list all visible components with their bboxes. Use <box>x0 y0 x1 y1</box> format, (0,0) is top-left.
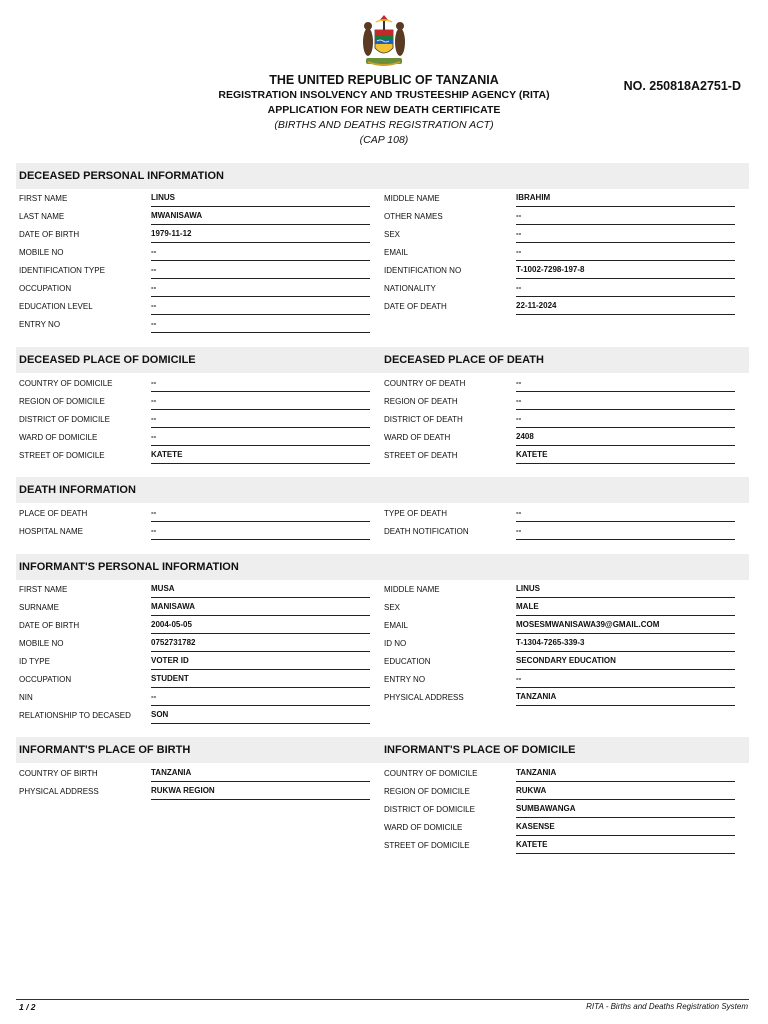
field-row <box>384 525 736 543</box>
section-band-death-info <box>16 477 749 503</box>
field-row <box>384 300 736 318</box>
field-value: T-1002-7298-197-8 <box>516 265 735 279</box>
field-row <box>384 264 736 282</box>
field-label: ENTRY NO <box>384 675 426 684</box>
field-row <box>384 691 736 709</box>
field-value: TANZANIA <box>151 768 370 782</box>
field-row <box>384 449 736 467</box>
country-title: THE UNITED REPUBLIC OF TANZANIA <box>269 73 499 87</box>
field-value: STUDENT <box>151 674 370 688</box>
field-row <box>19 318 371 336</box>
field-row <box>384 767 736 785</box>
field-row <box>384 431 736 449</box>
section-band-informant-places <box>16 737 749 763</box>
field-label: NATIONALITY <box>384 284 436 293</box>
field-label: EMAIL <box>384 248 409 257</box>
page-number: 1 / 2 <box>19 1002 36 1012</box>
field-label: WARD OF DOMICILE <box>384 823 463 832</box>
field-label: DISTRICT OF DEATH <box>384 415 463 424</box>
section-title-informant-domicile: INFORMANT'S PLACE OF DOMICILE <box>384 744 576 756</box>
field-value: -- <box>516 414 735 428</box>
field-value: KATETE <box>516 450 735 464</box>
field-label: ENTRY NO <box>19 320 61 329</box>
field-value: 1979-11-12 <box>151 229 370 243</box>
field-label: EDUCATION <box>384 657 431 666</box>
field-value: -- <box>151 508 370 522</box>
field-row <box>19 246 371 264</box>
field-row <box>384 821 736 839</box>
field-value: 22-11-2024 <box>516 301 735 315</box>
field-value: -- <box>151 526 370 540</box>
field-value: -- <box>516 211 735 225</box>
field-label: IDENTIFICATION TYPE <box>19 266 105 275</box>
field-row <box>19 673 371 691</box>
section-title-informant-birth: INFORMANT'S PLACE OF BIRTH <box>19 744 191 756</box>
field-label: EDUCATION LEVEL <box>19 302 93 311</box>
field-row <box>19 619 371 637</box>
field-value: KASENSE <box>516 822 735 836</box>
field-label: REGION OF DEATH <box>384 397 458 406</box>
field-value: SECONDARY EDUCATION <box>516 656 735 670</box>
field-row <box>384 377 736 395</box>
field-value: TANZANIA <box>516 692 735 706</box>
field-label: DATE OF DEATH <box>384 302 447 311</box>
field-value: T-1304-7265-339-3 <box>516 638 735 652</box>
field-value: -- <box>516 247 735 261</box>
field-row <box>19 377 371 395</box>
field-value: SUMBAWANGA <box>516 804 735 818</box>
field-value: -- <box>516 674 735 688</box>
field-row <box>384 228 736 246</box>
field-row <box>19 637 371 655</box>
field-value: LINUS <box>151 193 370 207</box>
field-value: -- <box>516 229 735 243</box>
field-label: PHYSICAL ADDRESS <box>19 787 99 796</box>
section-title-deceased: DECEASED PERSONAL INFORMATION <box>19 170 224 182</box>
field-value: -- <box>516 396 735 410</box>
agency-title: REGISTRATION INSOLVENCY AND TRUSTEESHIP AGENCY (RITA) <box>218 89 550 101</box>
field-label: MOBILE NO <box>19 639 64 648</box>
field-value: MALE <box>516 602 735 616</box>
field-label: OCCUPATION <box>19 675 72 684</box>
field-row <box>384 673 736 691</box>
field-label: MOBILE NO <box>19 248 64 257</box>
field-label: SEX <box>384 603 401 612</box>
field-label: WARD OF DEATH <box>384 433 451 442</box>
field-value: KATETE <box>151 450 370 464</box>
field-label: DATE OF BIRTH <box>19 621 80 630</box>
section-title-informant: INFORMANT'S PERSONAL INFORMATION <box>19 561 239 573</box>
field-row <box>19 507 371 525</box>
field-row <box>19 525 371 543</box>
field-row <box>19 413 371 431</box>
field-value: -- <box>151 432 370 446</box>
field-label: RELATIONSHIP TO DECASED <box>19 711 131 720</box>
field-label: EMAIL <box>384 621 409 630</box>
field-label: ID NO <box>384 639 407 648</box>
field-row <box>19 395 371 413</box>
field-label: IDENTIFICATION NO <box>384 266 462 275</box>
field-row <box>19 282 371 300</box>
act-subtitle: (BIRTHS AND DEATHS REGISTRATION ACT) <box>274 119 494 131</box>
field-row <box>19 785 371 803</box>
field-value: -- <box>151 378 370 392</box>
field-label: STREET OF DOMICILE <box>384 841 470 850</box>
field-value: -- <box>516 283 735 297</box>
field-row <box>384 210 736 228</box>
field-value: VOTER ID <box>151 656 370 670</box>
field-row <box>19 583 371 601</box>
field-value: IBRAHIM <box>516 193 735 207</box>
field-row <box>19 709 371 727</box>
field-label: DISTRICT OF DOMICILE <box>19 415 110 424</box>
field-label: MIDDLE NAME <box>384 585 440 594</box>
field-value: -- <box>151 414 370 428</box>
form-title: APPLICATION FOR NEW DEATH CERTIFICATE <box>267 104 501 116</box>
field-value: -- <box>151 301 370 315</box>
field-row <box>19 228 371 246</box>
field-label: REGION OF DOMICILE <box>19 397 105 406</box>
field-row <box>384 583 736 601</box>
field-value: -- <box>151 396 370 410</box>
field-value: MUSA <box>151 584 370 598</box>
field-row <box>384 619 736 637</box>
field-row <box>384 192 736 210</box>
field-label: WARD OF DOMICILE <box>19 433 98 442</box>
field-value: 2408 <box>516 432 735 446</box>
field-label: HOSPITAL NAME <box>19 527 84 536</box>
field-label: ID TYPE <box>19 657 50 666</box>
field-row <box>19 655 371 673</box>
field-row <box>384 637 736 655</box>
field-label: SEX <box>384 230 401 239</box>
field-label: STREET OF DOMICILE <box>19 451 105 460</box>
field-label: NIN <box>19 693 33 702</box>
field-label: PLACE OF DEATH <box>19 509 88 518</box>
field-label: REGION OF DOMICILE <box>384 787 470 796</box>
field-row <box>384 246 736 264</box>
field-value: -- <box>151 319 370 333</box>
field-value: -- <box>516 526 735 540</box>
field-row <box>384 839 736 857</box>
footer-divider <box>16 999 749 1000</box>
field-label: SURNAME <box>19 603 60 612</box>
field-value: RUKWA REGION <box>151 786 370 800</box>
field-value: -- <box>516 508 735 522</box>
field-value: -- <box>151 692 370 706</box>
field-row <box>384 803 736 821</box>
field-row <box>384 785 736 803</box>
field-label: STREET OF DEATH <box>384 451 458 460</box>
field-label: OCCUPATION <box>19 284 72 293</box>
field-value: 2004-05-05 <box>151 620 370 634</box>
field-label: DISTRICT OF DOMICILE <box>384 805 475 814</box>
field-row <box>19 192 371 210</box>
field-label: OTHER NAMES <box>384 212 443 221</box>
field-row <box>384 395 736 413</box>
field-value: 0752731782 <box>151 638 370 652</box>
system-name: RITA - Births and Deaths Registration System <box>586 1002 748 1011</box>
section-band-domicile <box>16 347 749 373</box>
field-value: RUKWA <box>516 786 735 800</box>
field-row <box>19 691 371 709</box>
section-title-domicile: DECEASED PLACE OF DOMICILE <box>19 354 196 366</box>
field-value: MANISAWA <box>151 602 370 616</box>
field-row <box>384 413 736 431</box>
field-label: COUNTRY OF DOMICILE <box>384 769 478 778</box>
cap-subtitle: (CAP 108) <box>359 134 409 146</box>
field-row <box>19 431 371 449</box>
field-value: SON <box>151 710 370 724</box>
field-value: -- <box>516 378 735 392</box>
field-value: LINUS <box>516 584 735 598</box>
field-label: LAST NAME <box>19 212 65 221</box>
field-row <box>19 300 371 318</box>
field-label: TYPE OF DEATH <box>384 509 447 518</box>
field-value: -- <box>151 265 370 279</box>
field-label: DATE OF BIRTH <box>19 230 80 239</box>
field-row <box>19 210 371 228</box>
section-band-informant <box>16 554 749 580</box>
field-label: FIRST NAME <box>19 585 68 594</box>
field-row <box>384 507 736 525</box>
field-label: COUNTRY OF BIRTH <box>19 769 98 778</box>
field-row <box>384 601 736 619</box>
field-label: MIDDLE NAME <box>384 194 440 203</box>
field-label: COUNTRY OF DOMICILE <box>19 379 113 388</box>
field-value: -- <box>151 283 370 297</box>
field-value: -- <box>151 247 370 261</box>
field-value: TANZANIA <box>516 768 735 782</box>
field-value: KATETE <box>516 840 735 854</box>
field-label: COUNTRY OF DEATH <box>384 379 466 388</box>
application-number: NO. 250818A2751-D <box>623 79 741 93</box>
field-label: FIRST NAME <box>19 194 68 203</box>
field-row <box>19 767 371 785</box>
field-value: MOSESMWANISAWA39@GMAIL.COM <box>516 620 735 634</box>
field-row <box>384 282 736 300</box>
field-label: PHYSICAL ADDRESS <box>384 693 464 702</box>
field-value: MWANISAWA <box>151 211 370 225</box>
field-row <box>19 449 371 467</box>
coat-of-arms-emblem <box>358 12 410 70</box>
field-label: DEATH NOTIFICATION <box>384 527 469 536</box>
section-title-death-info: DEATH INFORMATION <box>19 484 136 496</box>
field-row <box>384 655 736 673</box>
section-band-deceased <box>16 163 749 189</box>
section-title-place-of-death: DECEASED PLACE OF DEATH <box>384 354 544 366</box>
field-row <box>19 264 371 282</box>
field-row <box>19 601 371 619</box>
